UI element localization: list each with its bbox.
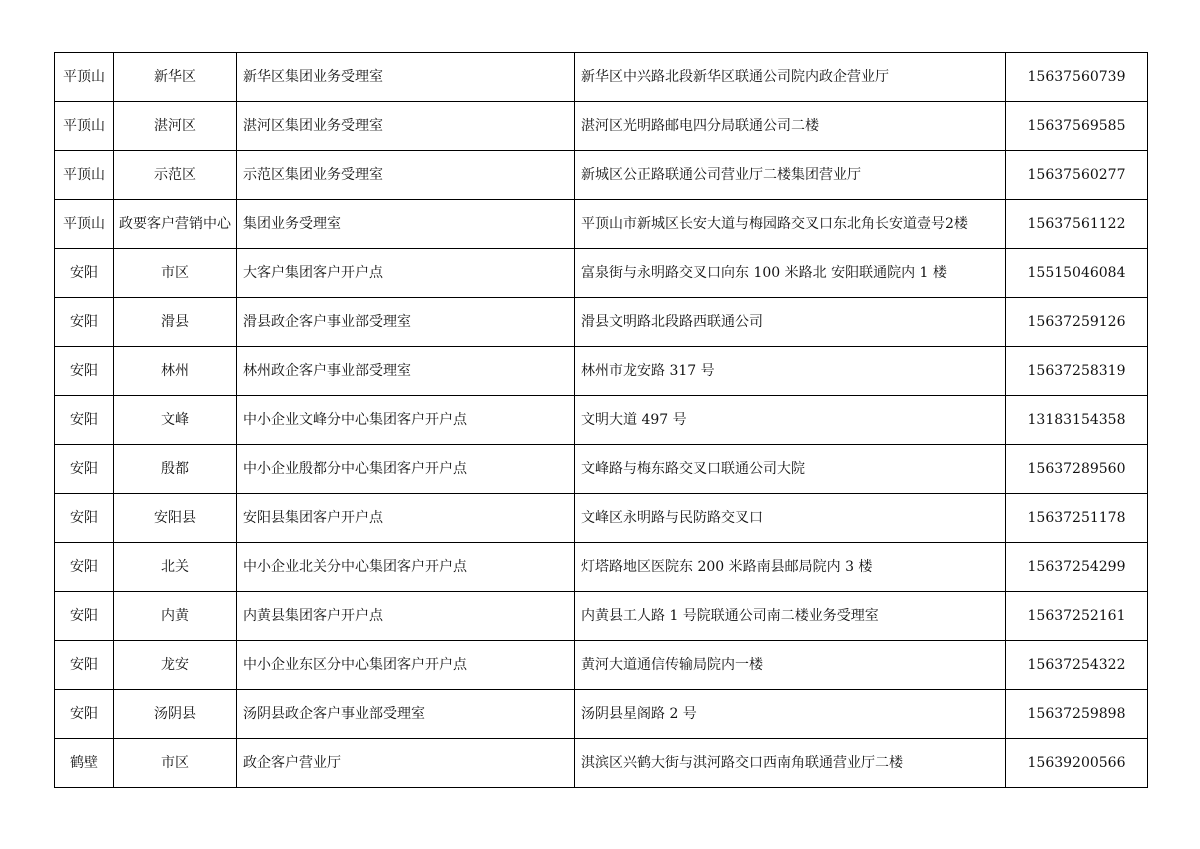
table-row bbox=[55, 298, 1148, 347]
city-cell: 安阳 bbox=[55, 445, 114, 494]
office-directory-body bbox=[55, 53, 1148, 788]
district-cell: 示范区 bbox=[114, 151, 237, 200]
phone-cell: 15637258319 bbox=[1006, 347, 1148, 396]
address-cell: 平顶山市新城区长安大道与梅园路交叉口东北角长安道壹号2楼 bbox=[575, 200, 1006, 249]
phone-cell: 15637252161 bbox=[1006, 592, 1148, 641]
phone-cell: 15637259898 bbox=[1006, 690, 1148, 739]
city-cell: 安阳 bbox=[55, 494, 114, 543]
address-cell: 内黄县工人路 1 号院联通公司南二楼业务受理室 bbox=[575, 592, 1006, 641]
office-cell: 内黄县集团客户开户点 bbox=[237, 592, 575, 641]
phone-cell: 15637254322 bbox=[1006, 641, 1148, 690]
phone-cell: 13183154358 bbox=[1006, 396, 1148, 445]
office-cell: 示范区集团业务受理室 bbox=[237, 151, 575, 200]
office-cell: 中小企业北关分中心集团客户开户点 bbox=[237, 543, 575, 592]
office-cell: 汤阴县政企客户事业部受理室 bbox=[237, 690, 575, 739]
address-cell: 汤阴县星阁路 2 号 bbox=[575, 690, 1006, 739]
city-cell: 安阳 bbox=[55, 543, 114, 592]
table-row bbox=[55, 494, 1148, 543]
phone-cell: 15637251178 bbox=[1006, 494, 1148, 543]
address-cell: 灯塔路地区医院东 200 米路南县邮局院内 3 楼 bbox=[575, 543, 1006, 592]
office-cell: 安阳县集团客户开户点 bbox=[237, 494, 575, 543]
office-cell: 滑县政企客户事业部受理室 bbox=[237, 298, 575, 347]
address-cell: 文峰区永明路与民防路交叉口 bbox=[575, 494, 1006, 543]
district-cell: 政要客户营销中心 bbox=[114, 200, 237, 249]
table-row bbox=[55, 102, 1148, 151]
office-cell: 中小企业东区分中心集团客户开户点 bbox=[237, 641, 575, 690]
district-cell: 文峰 bbox=[114, 396, 237, 445]
district-cell: 内黄 bbox=[114, 592, 237, 641]
city-cell: 安阳 bbox=[55, 592, 114, 641]
table-row bbox=[55, 151, 1148, 200]
city-cell: 平顶山 bbox=[55, 200, 114, 249]
office-cell: 中小企业殷都分中心集团客户开户点 bbox=[237, 445, 575, 494]
city-cell: 安阳 bbox=[55, 298, 114, 347]
district-cell: 市区 bbox=[114, 739, 237, 788]
table-row bbox=[55, 445, 1148, 494]
district-cell: 市区 bbox=[114, 249, 237, 298]
district-cell: 殷都 bbox=[114, 445, 237, 494]
table-row bbox=[55, 347, 1148, 396]
table-row bbox=[55, 641, 1148, 690]
phone-cell: 15637561122 bbox=[1006, 200, 1148, 249]
city-cell: 安阳 bbox=[55, 347, 114, 396]
city-cell: 平顶山 bbox=[55, 53, 114, 102]
phone-cell: 15637560277 bbox=[1006, 151, 1148, 200]
office-directory-table bbox=[54, 52, 1148, 788]
district-cell: 湛河区 bbox=[114, 102, 237, 151]
phone-cell: 15637254299 bbox=[1006, 543, 1148, 592]
district-cell: 汤阴县 bbox=[114, 690, 237, 739]
table-row bbox=[55, 690, 1148, 739]
city-cell: 安阳 bbox=[55, 396, 114, 445]
table-row bbox=[55, 592, 1148, 641]
district-cell: 龙安 bbox=[114, 641, 237, 690]
office-cell: 政企客户营业厅 bbox=[237, 739, 575, 788]
phone-cell: 15639200566 bbox=[1006, 739, 1148, 788]
office-cell: 中小企业文峰分中心集团客户开户点 bbox=[237, 396, 575, 445]
phone-cell: 15637569585 bbox=[1006, 102, 1148, 151]
table-row bbox=[55, 396, 1148, 445]
address-cell: 新城区公正路联通公司营业厅二楼集团营业厅 bbox=[575, 151, 1006, 200]
address-cell: 滑县文明路北段路西联通公司 bbox=[575, 298, 1006, 347]
table-row bbox=[55, 543, 1148, 592]
city-cell: 鹤壁 bbox=[55, 739, 114, 788]
office-cell: 新华区集团业务受理室 bbox=[237, 53, 575, 102]
city-cell: 安阳 bbox=[55, 249, 114, 298]
city-cell: 平顶山 bbox=[55, 102, 114, 151]
district-cell: 新华区 bbox=[114, 53, 237, 102]
office-cell: 林州政企客户事业部受理室 bbox=[237, 347, 575, 396]
table-row bbox=[55, 200, 1148, 249]
address-cell: 文峰路与梅东路交叉口联通公司大院 bbox=[575, 445, 1006, 494]
office-cell: 集团业务受理室 bbox=[237, 200, 575, 249]
table-row bbox=[55, 739, 1148, 788]
address-cell: 黄河大道通信传输局院内一楼 bbox=[575, 641, 1006, 690]
table-row bbox=[55, 53, 1148, 102]
office-cell: 大客户集团客户开户点 bbox=[237, 249, 575, 298]
address-cell: 淇滨区兴鹤大街与淇河路交口西南角联通营业厅二楼 bbox=[575, 739, 1006, 788]
city-cell: 平顶山 bbox=[55, 151, 114, 200]
office-cell: 湛河区集团业务受理室 bbox=[237, 102, 575, 151]
district-cell: 北关 bbox=[114, 543, 237, 592]
address-cell: 新华区中兴路北段新华区联通公司院内政企营业厅 bbox=[575, 53, 1006, 102]
phone-cell: 15515046084 bbox=[1006, 249, 1148, 298]
phone-cell: 15637560739 bbox=[1006, 53, 1148, 102]
address-cell: 文明大道 497 号 bbox=[575, 396, 1006, 445]
city-cell: 安阳 bbox=[55, 690, 114, 739]
city-cell: 安阳 bbox=[55, 641, 114, 690]
district-cell: 安阳县 bbox=[114, 494, 237, 543]
district-cell: 滑县 bbox=[114, 298, 237, 347]
table-row bbox=[55, 249, 1148, 298]
address-cell: 林州市龙安路 317 号 bbox=[575, 347, 1006, 396]
address-cell: 富泉街与永明路交叉口向东 100 米路北 安阳联通院内 1 楼 bbox=[575, 249, 1006, 298]
address-cell: 湛河区光明路邮电四分局联通公司二楼 bbox=[575, 102, 1006, 151]
phone-cell: 15637259126 bbox=[1006, 298, 1148, 347]
district-cell: 林州 bbox=[114, 347, 237, 396]
phone-cell: 15637289560 bbox=[1006, 445, 1148, 494]
